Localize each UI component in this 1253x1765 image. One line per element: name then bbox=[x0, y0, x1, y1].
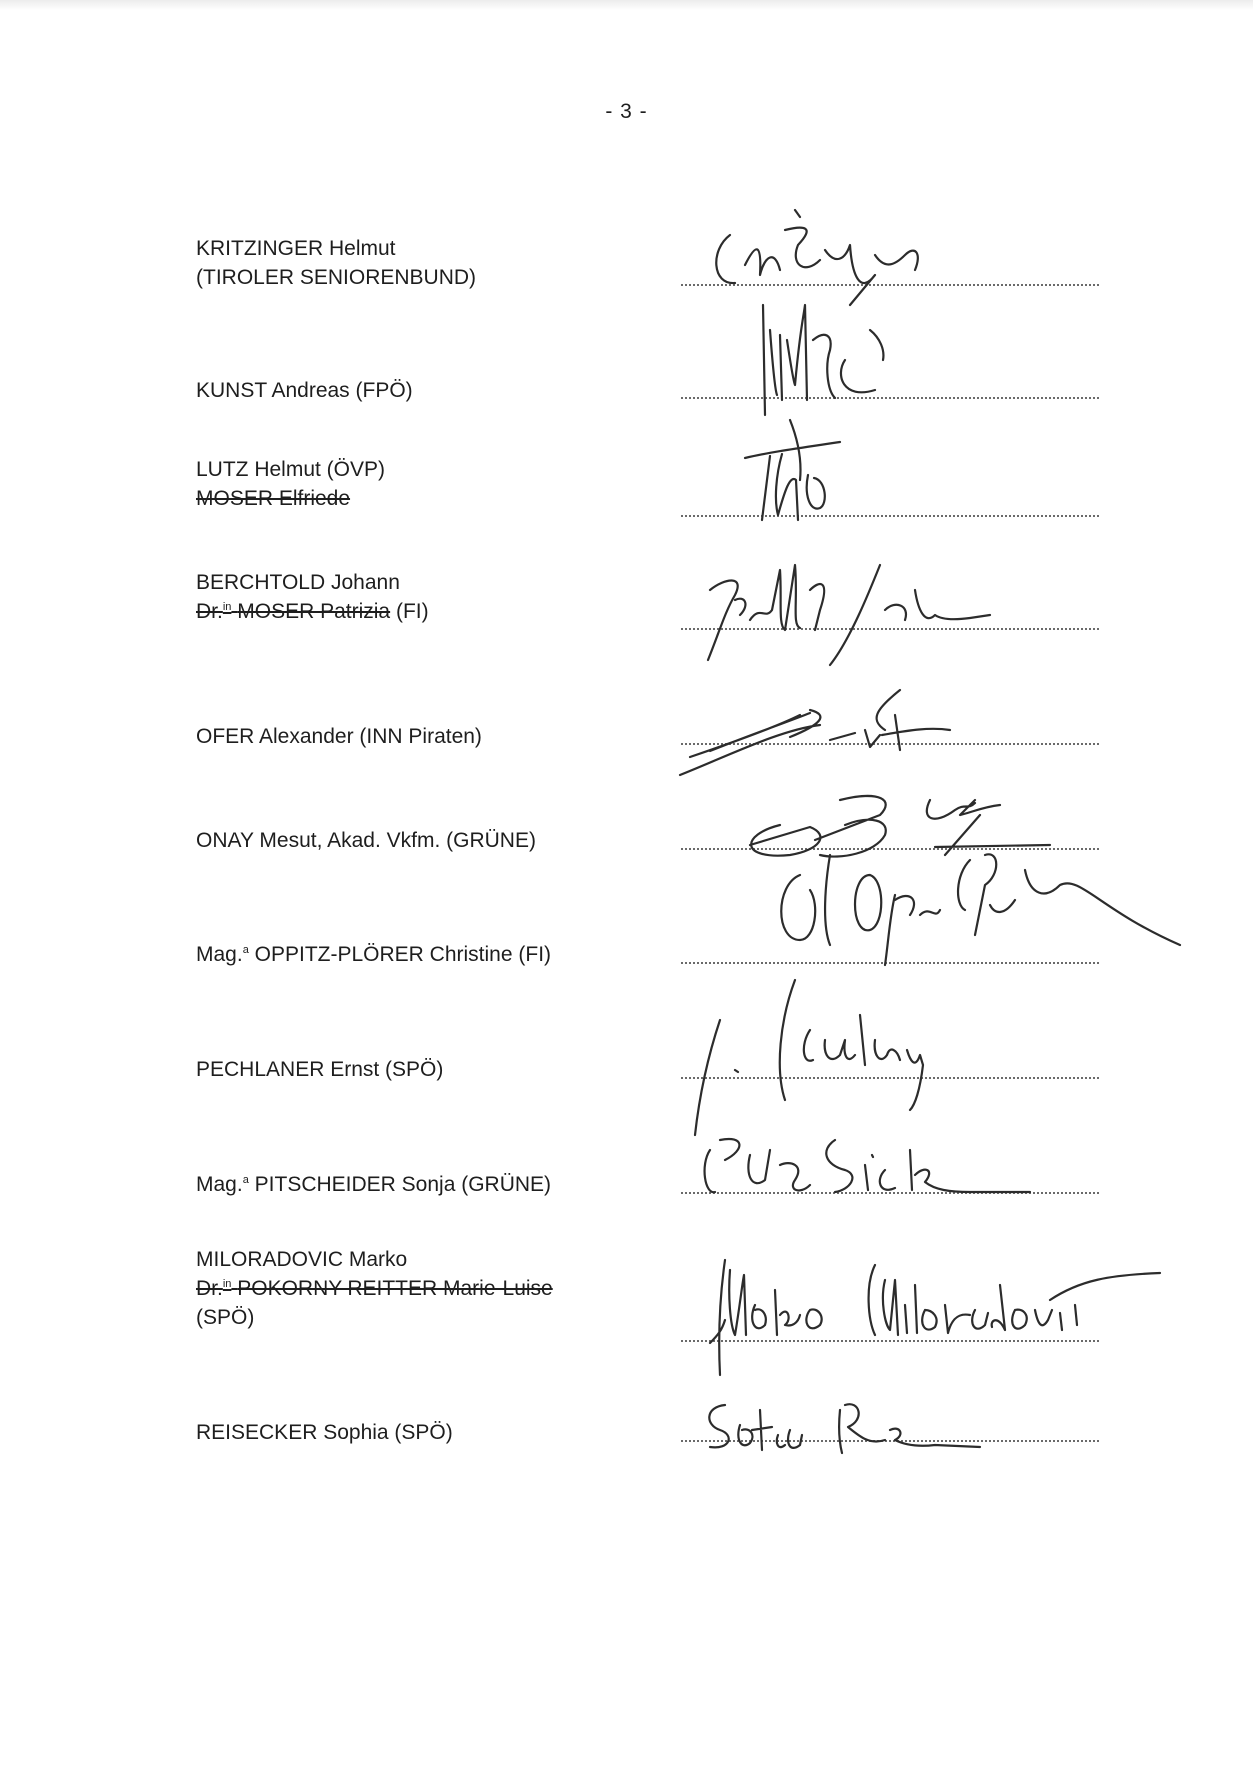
page-number: - 3 - bbox=[605, 100, 648, 123]
signatory-name: MILORADOVIC Marko bbox=[196, 1248, 408, 1271]
signatory-kunst bbox=[196, 376, 413, 405]
signatory-kritzinger bbox=[196, 234, 476, 292]
party-suffix: (FI) bbox=[390, 600, 429, 623]
signatory-reisecker bbox=[196, 1418, 453, 1447]
academic-title: Mag. bbox=[196, 1173, 243, 1196]
replacement-note bbox=[196, 1274, 553, 1303]
signature-miloradovic bbox=[680, 1225, 1180, 1385]
signatory-name: OFER Alexander (INN Piraten) bbox=[196, 725, 482, 748]
signatory-berchtold bbox=[196, 568, 429, 626]
signature-pechlaner bbox=[675, 960, 1015, 1135]
scan-edge bbox=[0, 0, 1253, 10]
signatory-name-text: PITSCHEIDER Sonja (GRÜNE) bbox=[248, 1173, 552, 1196]
signatory-party: (TIROLER SENIORENBUND) bbox=[196, 266, 477, 289]
academic-title: Mag. bbox=[196, 943, 243, 966]
signature-oppitz-ploerer bbox=[760, 845, 1200, 975]
signatory-name: REISECKER Sophia (SPÖ) bbox=[196, 1421, 453, 1444]
struck-title-text: Dr. bbox=[196, 600, 223, 623]
struck-name: POKORNY-REITTER Marie-Luise bbox=[237, 1277, 553, 1300]
signature-reisecker bbox=[690, 1385, 1010, 1465]
struck-title-suffix: in bbox=[222, 1278, 232, 1290]
signatory-name: PECHLANER Ernst (SPÖ) bbox=[196, 1058, 444, 1081]
signatory-oppitz-ploerer bbox=[196, 940, 551, 969]
signatory-name-text: OPPITZ-PLÖRER Christine (FI) bbox=[248, 943, 552, 966]
academic-title-suffix: a bbox=[242, 944, 249, 956]
signatory-name: BERCHTOLD Johann bbox=[196, 571, 400, 594]
signatory-ofer bbox=[196, 722, 482, 751]
struck-title-text: Dr. bbox=[196, 1277, 223, 1300]
signature-lutz bbox=[730, 420, 870, 530]
signatory-name: KUNST Andreas (FPÖ) bbox=[196, 379, 413, 402]
struck-title-suffix: in bbox=[222, 601, 232, 613]
signature-pitscheider bbox=[690, 1120, 1070, 1210]
signature-ofer bbox=[670, 685, 990, 785]
signatory-miloradovic bbox=[196, 1245, 553, 1332]
signature-berchtold bbox=[680, 550, 1040, 670]
academic-title-suffix: a bbox=[242, 1174, 249, 1186]
signatory-lutz bbox=[196, 455, 385, 513]
struck-name: MOSER Patrizia bbox=[237, 600, 391, 623]
signatory-name bbox=[196, 940, 551, 969]
signatory-name bbox=[196, 1170, 551, 1199]
signatory-onay bbox=[196, 826, 536, 855]
signatory-party: (SPÖ) bbox=[196, 1306, 255, 1329]
signature-kunst bbox=[735, 290, 935, 430]
replacement-note bbox=[196, 597, 429, 626]
signatory-name: KRITZINGER Helmut bbox=[196, 237, 396, 260]
signatory-name: LUTZ Helmut (ÖVP) bbox=[196, 458, 386, 481]
signatory-name: ONAY Mesut, Akad. Vkfm. (GRÜNE) bbox=[196, 829, 536, 852]
signatory-pechlaner bbox=[196, 1055, 443, 1084]
struck-name: MOSER Elfriede bbox=[196, 487, 351, 510]
struck-title bbox=[196, 1277, 553, 1300]
struck-title bbox=[196, 600, 390, 623]
signatory-pitscheider bbox=[196, 1170, 551, 1199]
